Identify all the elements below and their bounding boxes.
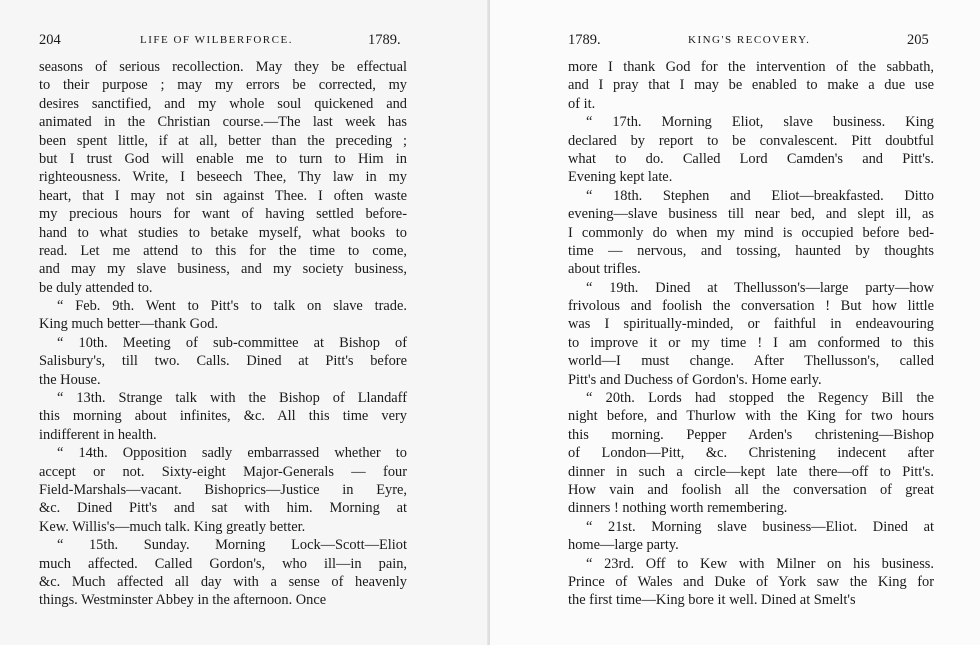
text-line: heart, that I may not sin against Thee. I often waste: [39, 187, 407, 204]
text-line: “ 15th. Sunday. Morning Lock—Scott—Eliot: [57, 537, 407, 554]
text-line: Salisbury's, till two. Calls. Dined at Pitt's before: [39, 353, 407, 370]
text-line: been spent little, if at all, better than the preceding ;: [39, 132, 407, 149]
text-line: what to do. Called Lord Camden's and Pitt's.: [568, 150, 934, 167]
text-line: time — nervous, and tossing, haunted by thoughts: [568, 242, 934, 259]
text-line: “ 19th. Dined at Thellusson's—large party—how: [586, 279, 934, 296]
text-line: “ Feb. 9th. Went to Pitt's to talk on slave trade.: [57, 298, 407, 315]
text-line: of it.: [568, 95, 596, 112]
text-line: Evening kept late.: [568, 169, 673, 186]
text-line: animated in the Christian course.—The last week has: [39, 114, 407, 131]
text-line: dinners ! nothing worth remembering.: [568, 500, 788, 517]
text-line: and may my slave business, and my society business,: [39, 261, 407, 278]
text-line: Pitt's and Duchess of Gordon's. Home early.: [568, 371, 822, 388]
text-line: home—large party.: [568, 537, 679, 554]
text-line: more I thank God for the intervention of the sabbath,: [568, 59, 934, 75]
right-page: [490, 0, 980, 645]
right-running-head: [490, 30, 980, 50]
text-line: was I spiritually-minded, or faithful in endeavouring: [568, 316, 934, 333]
text-line: evening—slave business till near bed, and slept ill, as: [568, 206, 934, 223]
right-running-title: KING'S RECOVERY.: [688, 34, 811, 46]
text-line: &c. Dined Pitt's and sat with him. Morning at: [39, 500, 407, 517]
text-line: to improve it or my time ! I am conformed to this: [568, 334, 934, 351]
text-line: hand to what studies to betake myself, what books to: [39, 224, 407, 241]
text-line: &c. Much affected all day with a sense of heavenly: [39, 573, 407, 590]
left-page-number: 204: [39, 32, 61, 48]
left-running-year: 1789.: [368, 32, 401, 48]
text-line: to their purpose ; may my errors be corrected, my: [39, 77, 407, 94]
text-line: “ 23rd. Off to Kew with Milner on his business.: [586, 555, 934, 572]
text-line: this morning. Pepper Arden's christening—Bishop: [568, 426, 934, 443]
text-line: dinner in such a circle—kept late there—off to Pitt's.: [568, 463, 934, 480]
text-line: declared by report to be convalescent. Pitt doubtful: [568, 132, 934, 149]
text-line: this morning about infinites, &c. All this time very: [39, 408, 407, 425]
right-body-text: [568, 58, 934, 610]
text-line: “ 14th. Opposition sadly embarrassed whether to: [57, 445, 407, 462]
text-line: but I trust God will enable me to turn to Him in: [39, 150, 407, 167]
text-line: things. Westminster Abbey in the afternoon. Once: [39, 592, 327, 609]
text-line: “ 21st. Morning slave business—Eliot. Dined at: [586, 518, 934, 535]
text-line: the first time—King bore it well. Dined at Smelt's: [568, 592, 856, 609]
text-line: accept or not. Sixty-eight Major-Generals — four: [39, 463, 407, 480]
right-running-year: 1789.: [568, 32, 601, 48]
text-line: of London—Pitt, &c. Christening indecent after: [568, 445, 934, 462]
text-line: the House.: [39, 371, 101, 388]
text-line: “ 20th. Lords had stopped the Regency Bill the: [586, 390, 934, 407]
right-page-number: 205: [907, 32, 929, 48]
left-body-text: [39, 58, 407, 610]
left-running-title: LIFE OF WILBERFORCE.: [140, 34, 293, 46]
text-line: much affected. Called Gordon's, who ill—in pain,: [39, 555, 407, 572]
text-line: indifferent in health.: [39, 426, 157, 443]
text-line: How vain and foolish all the conversation of great: [568, 481, 934, 498]
left-running-head: [0, 30, 490, 50]
text-line: “ 17th. Morning Eliot, slave business. King: [586, 114, 934, 131]
text-line: about trifles.: [568, 261, 641, 278]
text-line: my precious hours for want of having settled before-: [39, 206, 407, 223]
text-line: world—I must change. After Thellusson's, called: [568, 353, 934, 370]
text-line: night before, and Thurlow with the King for two hours: [568, 408, 934, 425]
text-line: King much better—thank God.: [39, 316, 219, 333]
text-line: seasons of serious recollection. May they be effectual: [39, 59, 407, 75]
text-line: I commonly do when my mind is occupied before bed-: [568, 224, 934, 241]
text-line: and I pray that I may be enabled to make a due use: [568, 77, 934, 94]
text-line: read. Let me attend to this for the time to come,: [39, 242, 407, 259]
text-line: frivolous and foolish the conversation ! But how little: [568, 298, 934, 315]
text-line: “ 10th. Meeting of sub-committee at Bishop of: [57, 334, 407, 351]
text-line: Field-Marshals—vacant. Bishoprics—Justice in Eyre,: [39, 481, 407, 498]
text-line: “ 18th. Stephen and Eliot—breakfasted. Ditto: [586, 187, 934, 204]
text-line: Prince of Wales and Duke of York saw the King for: [568, 573, 934, 590]
text-line: Kew. Willis's—much talk. King greatly better.: [39, 518, 306, 535]
text-line: “ 13th. Strange talk with the Bishop of Llandaff: [57, 390, 407, 407]
text-line: be duly attended to.: [39, 279, 153, 296]
text-line: righteousness. Write, I beseech Thee, Thy law in my: [39, 169, 407, 186]
text-line: desires sanctified, and my whole soul quickened and: [39, 95, 407, 112]
